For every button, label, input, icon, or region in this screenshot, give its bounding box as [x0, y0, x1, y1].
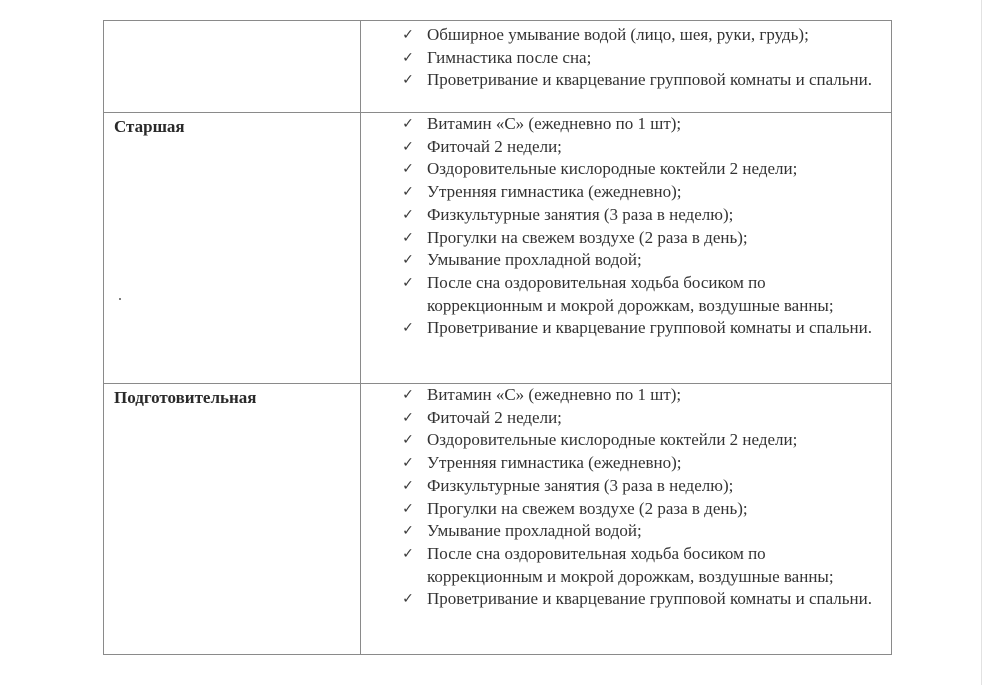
- item-text: Оздоровительные кислородные коктейли 2 недели;: [427, 159, 798, 179]
- table-row: [104, 113, 892, 384]
- item-text: Фиточай 2 недели;: [427, 407, 562, 427]
- checkmark-icon: ✓: [402, 252, 414, 269]
- group-cell: [104, 384, 361, 655]
- measures-cell: [361, 384, 892, 655]
- checkmark-icon: ✓: [402, 455, 414, 472]
- item-text: Проветривание и кварцевание групповой комнаты и спальни.: [427, 589, 872, 609]
- measures-list: [361, 384, 891, 611]
- checkmark-icon: ✓: [402, 27, 414, 43]
- group-cell: [104, 113, 361, 384]
- item-text: Прогулки на свежем воздухе (2 раза в день);: [427, 227, 748, 247]
- list-item: [361, 520, 891, 543]
- item-text: Гимнастика после сна;: [427, 47, 592, 67]
- measures-cell: [361, 113, 892, 384]
- checkmark-icon: ✓: [402, 409, 414, 426]
- item-text: Оздоровительные кислородные коктейли 2 недели;: [427, 430, 798, 450]
- measures-cell: [361, 21, 892, 113]
- list-item: [361, 227, 891, 250]
- list-item: [361, 429, 891, 452]
- group-label: Подготовительная: [114, 388, 257, 407]
- item-text: Обширное умывание водой (лицо, шея, руки, грудь);: [427, 25, 809, 44]
- list-item: [361, 272, 891, 317]
- item-text: Утренняя гимнастика (ежедневно);: [427, 453, 682, 473]
- checkmark-icon: ✓: [402, 206, 414, 223]
- list-item: [361, 384, 891, 407]
- checkmark-icon: ✓: [402, 184, 414, 201]
- item-text: Витамин «С» (ежедневно по 1 шт);: [427, 385, 682, 404]
- list-item: [361, 588, 891, 611]
- item-text: Физкультурные занятия (3 раза в неделю);: [427, 475, 734, 495]
- list-item: [361, 498, 891, 521]
- checkmark-icon: ✓: [402, 477, 414, 494]
- list-item: [361, 249, 891, 272]
- item-text: Утренняя гимнастика (ежедневно);: [427, 182, 682, 202]
- item-text: После сна оздоровительная ходьба босиком по коррекционным и мокрой дорожкам, воздушные ванны;: [427, 543, 834, 586]
- checkmark-icon: ✓: [402, 387, 414, 403]
- item-text: Умывание прохладной водой;: [427, 521, 642, 541]
- checkmark-icon: ✓: [402, 274, 414, 291]
- checkmark-icon: ✓: [402, 545, 414, 562]
- group-cell: [104, 21, 361, 113]
- list-item: [361, 475, 891, 498]
- list-item: [361, 24, 891, 47]
- item-text: Витамин «С» (ежедневно по 1 шт);: [427, 114, 682, 133]
- table-row: [104, 384, 892, 655]
- checkmark-icon: ✓: [402, 500, 414, 517]
- health-measures-table: [103, 20, 892, 655]
- item-text: Умывание прохладной водой;: [427, 250, 642, 270]
- list-item: [361, 204, 891, 227]
- item-text: Фиточай 2 недели;: [427, 136, 562, 156]
- checkmark-icon: ✓: [402, 138, 414, 155]
- checkmark-icon: ✓: [402, 432, 414, 449]
- list-item: [361, 136, 891, 159]
- item-text: Проветривание и кварцевание групповой комнаты и спальни.: [427, 70, 872, 90]
- checkmark-icon: ✓: [402, 49, 414, 66]
- measures-list: [361, 21, 891, 92]
- item-text: После сна оздоровительная ходьба босиком по коррекционным и мокрой дорожкам, воздушные ванны;: [427, 272, 834, 315]
- checkmark-icon: ✓: [402, 523, 414, 540]
- list-item: [361, 181, 891, 204]
- list-item: [361, 113, 891, 136]
- measures-list: [361, 113, 891, 340]
- list-item: [361, 317, 891, 340]
- list-item: [361, 158, 891, 181]
- page-edge-shadow: [981, 0, 982, 685]
- checkmark-icon: ✓: [402, 161, 414, 178]
- list-item: [361, 543, 891, 588]
- list-item: [361, 69, 891, 92]
- list-item: [361, 47, 891, 70]
- item-text: Прогулки на свежем воздухе (2 раза в день);: [427, 498, 748, 518]
- table-row: [104, 21, 892, 113]
- list-item: [361, 452, 891, 475]
- item-text: Физкультурные занятия (3 раза в неделю);: [427, 204, 734, 224]
- group-label: [104, 21, 360, 23]
- list-item: [361, 407, 891, 430]
- group-label: Старшая: [114, 117, 185, 136]
- checkmark-icon: ✓: [402, 591, 414, 608]
- checkmark-icon: ✓: [402, 72, 414, 89]
- item-text: Проветривание и кварцевание групповой комнаты и спальни.: [427, 318, 872, 338]
- checkmark-icon: ✓: [402, 320, 414, 337]
- checkmark-icon: ✓: [402, 229, 414, 246]
- checkmark-icon: ✓: [402, 116, 414, 132]
